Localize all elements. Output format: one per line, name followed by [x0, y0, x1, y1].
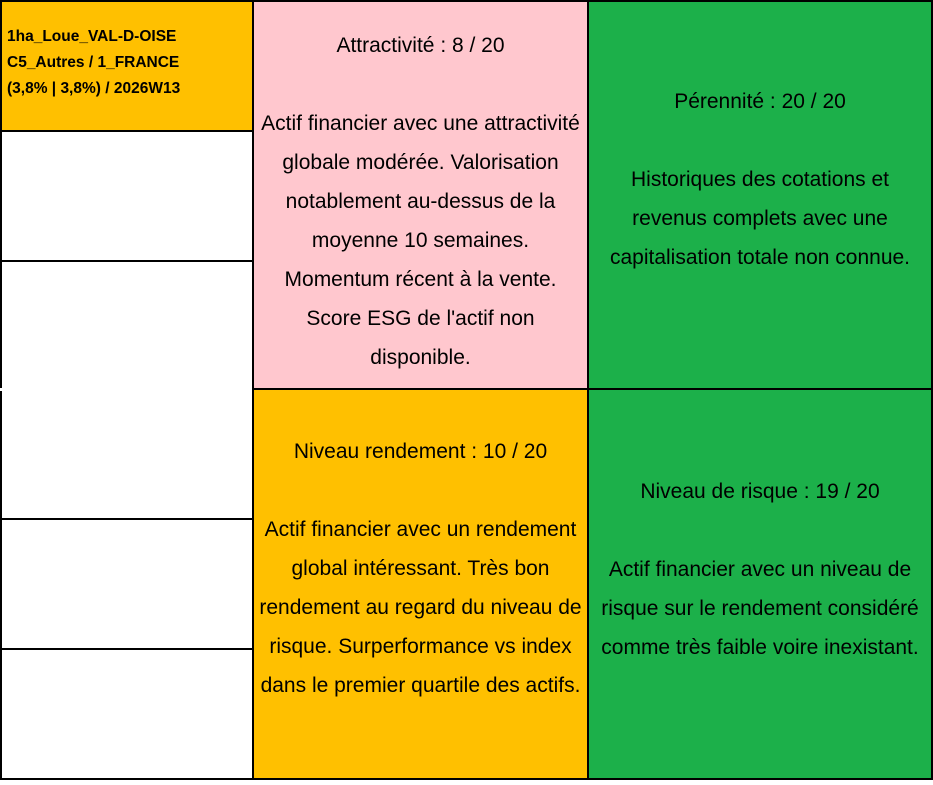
- empty-cell: [0, 388, 254, 520]
- asset-category: C5_Autres / 1_FRANCE: [7, 54, 180, 71]
- risque-description: Actif financier avec un niveau de risque sur le rendement considéré comme très faible voire inexistant.: [601, 558, 919, 659]
- attractivite-tile: [252, 0, 589, 390]
- perennite-title: Pérennité : 20 / 20: [674, 90, 846, 113]
- asset-weight-period: (3,8% | 3,8%) / 2026W13: [7, 80, 181, 97]
- asset-name: 1ha_Loue_VAL-D-OISE: [7, 28, 177, 45]
- rendement-title: Niveau rendement : 10 / 20: [293, 440, 548, 463]
- empty-cell: [0, 130, 254, 262]
- rendement-description: Actif financier avec un rendement global intéressant. Très bon rendement au regard du niveau de risque. Surperformance vs index dans le premier quartile des actifs.: [259, 518, 582, 697]
- rendement-tile: [252, 388, 589, 780]
- risque-tile: [587, 388, 933, 780]
- empty-cell: [0, 648, 254, 780]
- risque-title: Niveau de risque : 19 / 20: [640, 480, 880, 503]
- perennite-description: Historiques des cotations et revenus complets avec une capitalisation totale non connue.: [609, 168, 911, 269]
- attractivite-description: Actif financier avec une attractivité globale modérée. Valorisation notablement au-dessus de la moyenne 10 semaines. Momentum récent à la vente. Score ESG de l'actif non disponible.: [261, 112, 580, 369]
- asset-header-cell: [0, 0, 254, 132]
- empty-cell: [0, 260, 254, 390]
- perennite-tile: [587, 0, 933, 390]
- empty-cell: [0, 518, 254, 650]
- attractivite-title: Attractivité : 8 / 20: [336, 34, 505, 57]
